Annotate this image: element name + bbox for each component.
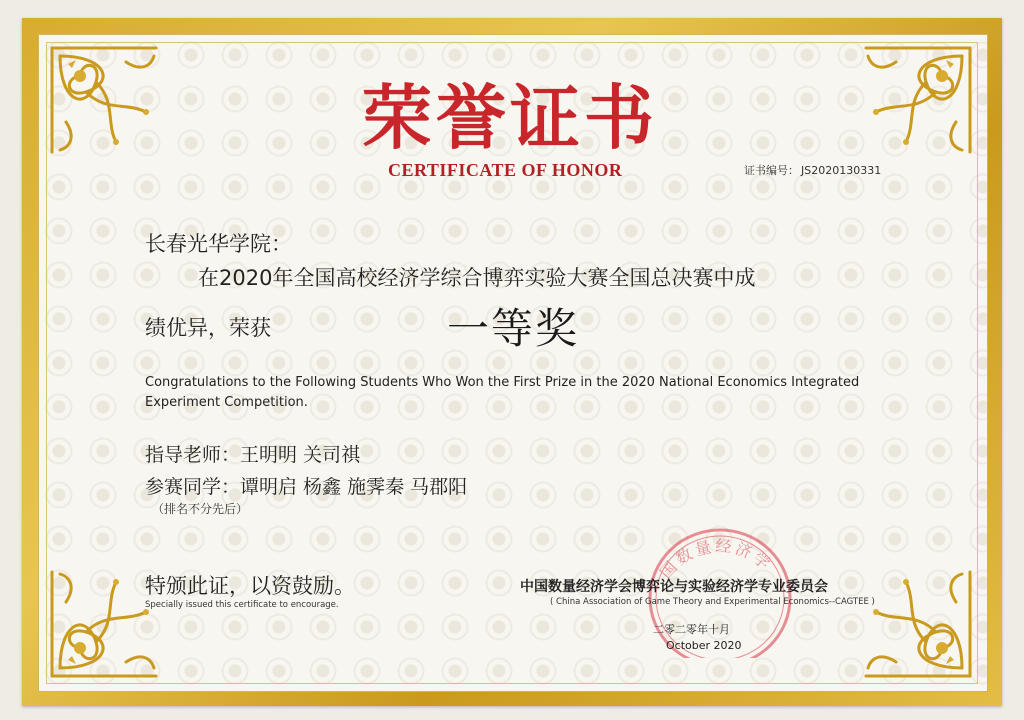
certificate-number-value: JS2020130331 bbox=[801, 164, 882, 177]
students-line bbox=[145, 472, 467, 499]
body-text-line2: 绩优异，荣获 bbox=[145, 316, 271, 340]
closing-english: Specially issued this certificate to encourage. bbox=[145, 600, 339, 610]
ornamental-corner-icon bbox=[856, 562, 976, 682]
students-label: 参赛同学： bbox=[145, 476, 241, 498]
title-english: CERTIFICATE OF HONOR bbox=[388, 160, 623, 180]
recipient-name: 长春光华学院： bbox=[145, 232, 292, 256]
issuer-english: ( China Association of Game Theory and Experimental Economics--CAGTEE ) bbox=[550, 597, 875, 607]
award-title: 一等奖 bbox=[447, 304, 580, 353]
seal-text: 国数量经济学 bbox=[656, 536, 777, 583]
closing-chinese: 特颁此证，以资鼓励。 bbox=[145, 574, 355, 598]
advisors-line bbox=[145, 440, 360, 467]
certificate-number bbox=[744, 162, 881, 178]
date-chinese: 二零二零年十月 bbox=[653, 623, 730, 636]
student-names: 谭明启 杨鑫 施霁秦 马郡阳 bbox=[240, 476, 468, 498]
advisor-names: 王明明 关司祺 bbox=[240, 444, 361, 466]
advisor-label: 指导老师： bbox=[145, 444, 241, 466]
date-english: October 2020 bbox=[666, 639, 742, 652]
certificate-number-label: 证书编号： bbox=[744, 164, 799, 177]
body-text-line1: 在2020年全国高校经济学综合博弈实验大赛全国总决赛中成 bbox=[198, 266, 756, 290]
order-note: （排名不分先后） bbox=[152, 502, 249, 516]
title-chinese: 荣誉证书 bbox=[362, 77, 658, 159]
issuer-chinese: 中国数量经济学会博弈论与实验经济学专业委员会 bbox=[520, 579, 828, 595]
english-description: Congratulations to the Following Students Who Won the First Prize in the 2020 National Economics Integrated Experiment Competition. bbox=[145, 375, 860, 410]
